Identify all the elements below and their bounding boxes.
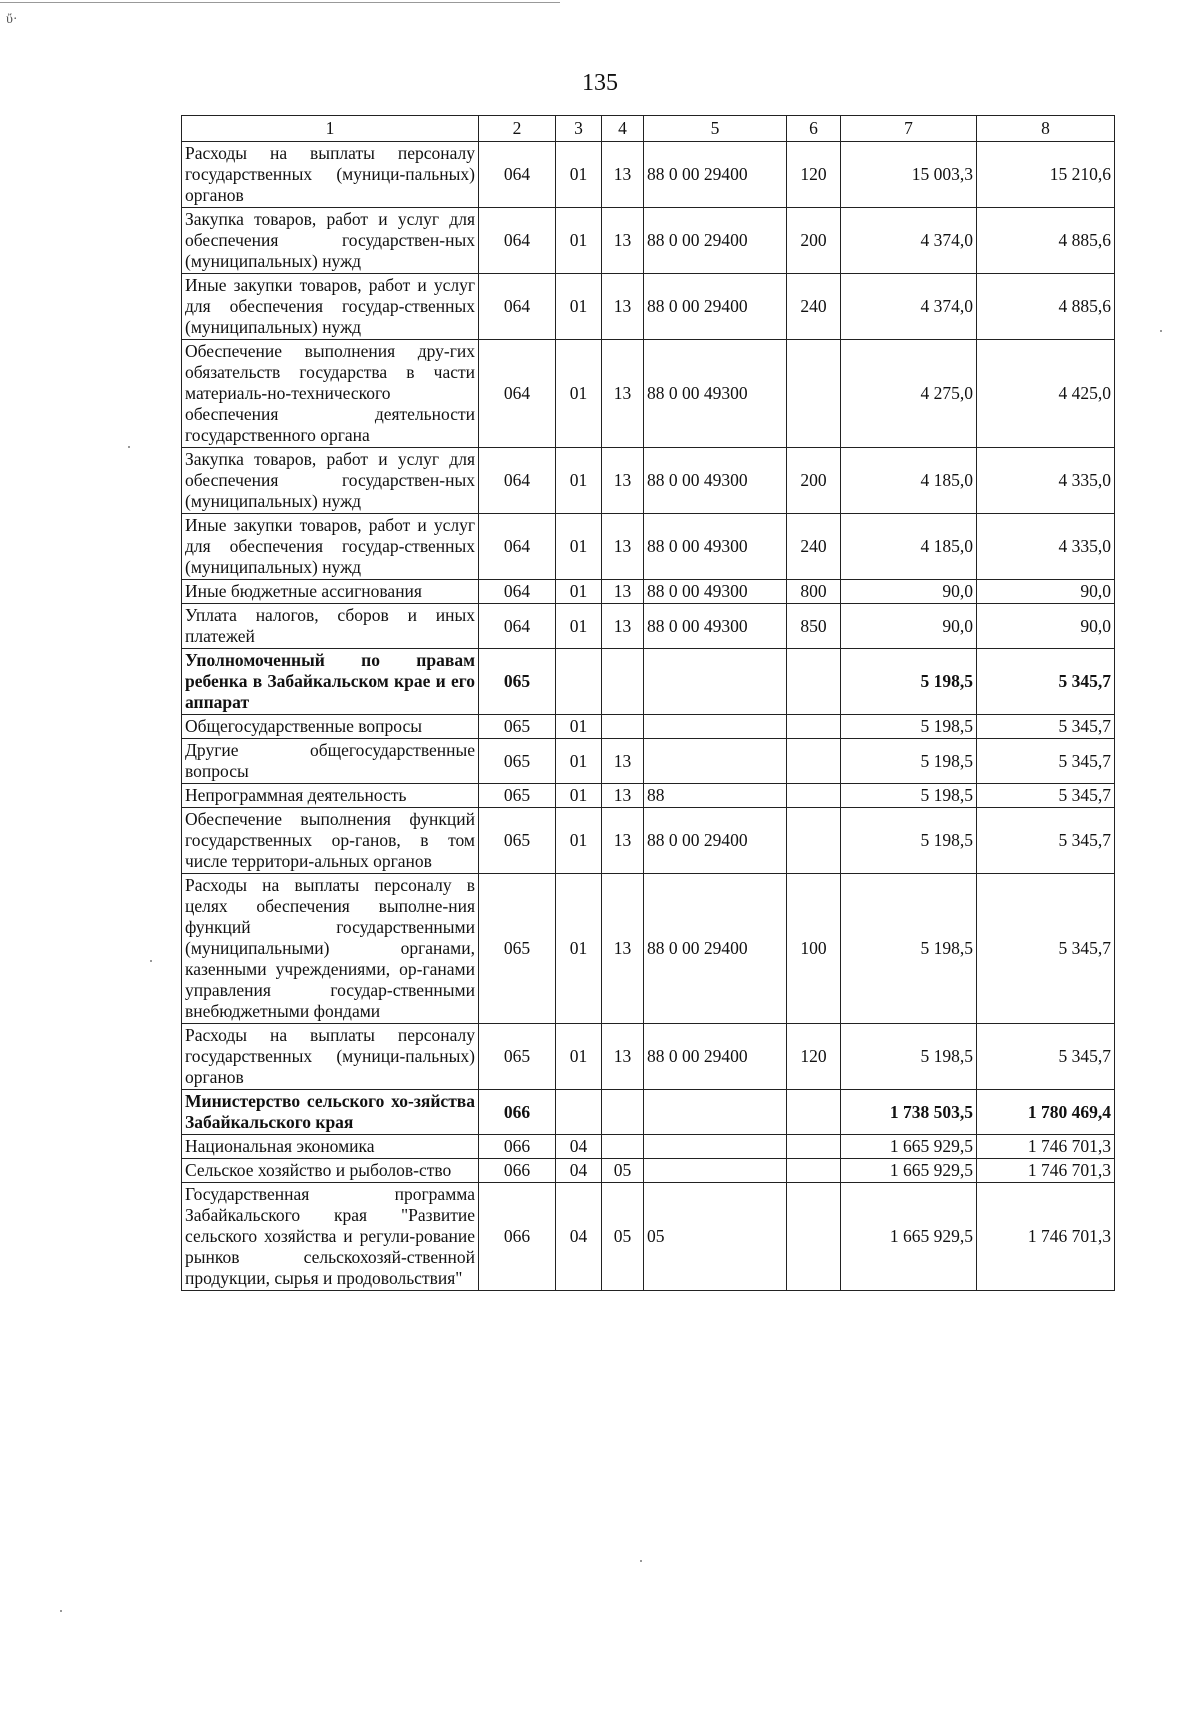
admin-code-cell: 065	[479, 1024, 556, 1090]
subsection-cell	[602, 1135, 644, 1159]
row-name-cell: Расходы на выплаты персоналу государственных (муници-пальных) органов	[182, 142, 479, 208]
amount-year2-cell: 1 746 701,3	[977, 1183, 1115, 1291]
expense-type-cell	[787, 715, 841, 739]
table-row	[182, 274, 1115, 340]
amount-year1-cell: 5 198,5	[841, 874, 977, 1024]
target-article-cell: 88 0 00 29400	[644, 208, 787, 274]
table-row	[182, 340, 1115, 448]
row-name-cell: Общегосударственные вопросы	[182, 715, 479, 739]
target-article-cell: 88 0 00 29400	[644, 1024, 787, 1090]
page-number: 135	[582, 70, 618, 96]
target-article-cell: 88 0 00 29400	[644, 274, 787, 340]
amount-year1-cell: 90,0	[841, 580, 977, 604]
expense-type-cell: 100	[787, 874, 841, 1024]
section-cell: 01	[556, 580, 602, 604]
row-name-cell: Уплата налогов, сборов и иных платежей	[182, 604, 479, 649]
admin-code-cell: 065	[479, 784, 556, 808]
row-name-cell: Иные бюджетные ассигнования	[182, 580, 479, 604]
table-row	[182, 874, 1115, 1024]
amount-year1-cell: 4 374,0	[841, 208, 977, 274]
admin-code-cell: 064	[479, 142, 556, 208]
row-name-cell: Национальная экономика	[182, 1135, 479, 1159]
section-cell: 01	[556, 208, 602, 274]
section-cell: 01	[556, 142, 602, 208]
amount-year2-cell: 90,0	[977, 604, 1115, 649]
budget-table	[181, 115, 1115, 1291]
admin-code-cell: 064	[479, 514, 556, 580]
section-cell: 04	[556, 1159, 602, 1183]
subsection-cell: 13	[602, 448, 644, 514]
header-cell-col-7: 7	[841, 116, 977, 142]
table-row	[182, 1159, 1115, 1183]
row-name-cell: Государственная программа Забайкальского края "Развитие сельского хозяйства и регули-рование рынков сельскохозяй-ственной продукции, сырья и продовольствия"	[182, 1183, 479, 1291]
row-name-cell: Уполномоченный по правам ребенка в Забайкальском крае и его аппарат	[182, 649, 479, 715]
scan-speck	[128, 446, 130, 448]
target-article-cell: 88 0 00 29400	[644, 142, 787, 208]
subsection-cell: 13	[602, 808, 644, 874]
admin-code-cell: 064	[479, 604, 556, 649]
row-name-cell: Расходы на выплаты персоналу в целях обеспечения выполне-ния функций государственными (муниципальными) органами, казенными учреждениями, ор-ганами управления государ-ственными внебюджетными фондами	[182, 874, 479, 1024]
amount-year2-cell: 4 885,6	[977, 208, 1115, 274]
admin-code-cell: 064	[479, 208, 556, 274]
section-cell: 01	[556, 1024, 602, 1090]
section-cell: 01	[556, 715, 602, 739]
expense-type-cell: 120	[787, 142, 841, 208]
table-header-row	[182, 116, 1115, 142]
header-cell-col-5: 5	[644, 116, 787, 142]
table-row	[182, 808, 1115, 874]
expense-type-cell: 200	[787, 448, 841, 514]
amount-year1-cell: 1 665 929,5	[841, 1135, 977, 1159]
amount-year1-cell: 5 198,5	[841, 649, 977, 715]
amount-year1-cell: 4 275,0	[841, 340, 977, 448]
amount-year2-cell: 5 345,7	[977, 784, 1115, 808]
section-cell: 01	[556, 340, 602, 448]
admin-code-cell: 064	[479, 274, 556, 340]
amount-year1-cell: 1 665 929,5	[841, 1159, 977, 1183]
expense-type-cell: 800	[787, 580, 841, 604]
expense-type-cell	[787, 1135, 841, 1159]
row-name-cell: Сельское хозяйство и рыболов-ство	[182, 1159, 479, 1183]
section-cell: 01	[556, 604, 602, 649]
expense-type-cell: 240	[787, 514, 841, 580]
amount-year2-cell: 4 335,0	[977, 514, 1115, 580]
amount-year2-cell: 5 345,7	[977, 874, 1115, 1024]
amount-year2-cell: 5 345,7	[977, 715, 1115, 739]
amount-year1-cell: 15 003,3	[841, 142, 977, 208]
target-article-cell	[644, 739, 787, 784]
scan-speck	[1160, 330, 1162, 332]
amount-year1-cell: 90,0	[841, 604, 977, 649]
amount-year2-cell: 1 746 701,3	[977, 1135, 1115, 1159]
amount-year2-cell: 4 425,0	[977, 340, 1115, 448]
target-article-cell: 88 0 00 49300	[644, 580, 787, 604]
expense-type-cell	[787, 1159, 841, 1183]
subsection-cell: 13	[602, 142, 644, 208]
row-name-cell: Расходы на выплаты персоналу государственных (муници-пальных) органов	[182, 1024, 479, 1090]
table-row	[182, 604, 1115, 649]
expense-type-cell: 850	[787, 604, 841, 649]
table-row	[182, 1024, 1115, 1090]
amount-year2-cell: 1 780 469,4	[977, 1090, 1115, 1135]
subsection-cell: 05	[602, 1159, 644, 1183]
row-name-cell: Обеспечение выполнения дру-гих обязательств государства в части материаль-но-технического обеспечения деятельности государственного органа	[182, 340, 479, 448]
row-name-cell: Обеспечение выполнения функций государственных ор-ганов, в том числе территори-альных органов	[182, 808, 479, 874]
amount-year2-cell: 1 746 701,3	[977, 1159, 1115, 1183]
row-name-cell: Закупка товаров, работ и услуг для обеспечения государствен-ных (муниципальных) нужд	[182, 208, 479, 274]
table-row	[182, 715, 1115, 739]
target-article-cell	[644, 1135, 787, 1159]
table-row	[182, 649, 1115, 715]
target-article-cell: 88 0 00 49300	[644, 448, 787, 514]
table-row	[182, 739, 1115, 784]
section-cell: 01	[556, 784, 602, 808]
admin-code-cell: 066	[479, 1183, 556, 1291]
subsection-cell	[602, 715, 644, 739]
amount-year2-cell: 90,0	[977, 580, 1115, 604]
table-row	[182, 142, 1115, 208]
section-cell: 01	[556, 874, 602, 1024]
amount-year1-cell: 4 185,0	[841, 448, 977, 514]
subsection-cell: 13	[602, 208, 644, 274]
section-cell: 04	[556, 1135, 602, 1159]
admin-code-cell: 065	[479, 715, 556, 739]
amount-year1-cell: 5 198,5	[841, 715, 977, 739]
section-cell: 04	[556, 1183, 602, 1291]
subsection-cell: 13	[602, 340, 644, 448]
expense-type-cell	[787, 784, 841, 808]
table-row	[182, 208, 1115, 274]
subsection-cell: 13	[602, 1024, 644, 1090]
table-row	[182, 514, 1115, 580]
expense-type-cell	[787, 1090, 841, 1135]
subsection-cell: 05	[602, 1183, 644, 1291]
target-article-cell	[644, 649, 787, 715]
header-cell-col-4: 4	[602, 116, 644, 142]
table-body	[182, 142, 1115, 1291]
subsection-cell: 13	[602, 604, 644, 649]
target-article-cell: 88 0 00 49300	[644, 514, 787, 580]
subsection-cell	[602, 649, 644, 715]
amount-year1-cell: 5 198,5	[841, 784, 977, 808]
subsection-cell: 13	[602, 874, 644, 1024]
row-name-cell: Другие общегосударственные вопросы	[182, 739, 479, 784]
amount-year1-cell: 1 738 503,5	[841, 1090, 977, 1135]
section-cell: 01	[556, 739, 602, 784]
admin-code-cell: 066	[479, 1090, 556, 1135]
header-cell-col-1: 1	[182, 116, 479, 142]
subsection-cell	[602, 1090, 644, 1135]
row-name-cell: Иные закупки товаров, работ и услуг для обеспечения государ-ственных (муниципальных) нужд	[182, 514, 479, 580]
row-name-cell: Иные закупки товаров, работ и услуг для обеспечения государ-ственных (муниципальных) нужд	[182, 274, 479, 340]
expense-type-cell: 120	[787, 1024, 841, 1090]
table-row	[182, 580, 1115, 604]
table-row	[182, 1135, 1115, 1159]
expense-type-cell	[787, 340, 841, 448]
admin-code-cell: 065	[479, 808, 556, 874]
amount-year2-cell: 5 345,7	[977, 649, 1115, 715]
admin-code-cell: 064	[479, 448, 556, 514]
table-row	[182, 784, 1115, 808]
admin-code-cell: 065	[479, 649, 556, 715]
section-cell	[556, 649, 602, 715]
amount-year1-cell: 4 374,0	[841, 274, 977, 340]
subsection-cell: 13	[602, 739, 644, 784]
subsection-cell: 13	[602, 784, 644, 808]
table-row	[182, 448, 1115, 514]
admin-code-cell: 066	[479, 1159, 556, 1183]
section-cell: 01	[556, 808, 602, 874]
header-cell-col-8: 8	[977, 116, 1115, 142]
amount-year2-cell: 5 345,7	[977, 1024, 1115, 1090]
scan-top-rule	[0, 2, 560, 3]
table-row	[182, 1183, 1115, 1291]
target-article-cell	[644, 1159, 787, 1183]
admin-code-cell: 064	[479, 340, 556, 448]
amount-year1-cell: 1 665 929,5	[841, 1183, 977, 1291]
amount-year1-cell: 5 198,5	[841, 808, 977, 874]
target-article-cell: 88 0 00 29400	[644, 874, 787, 1024]
amount-year1-cell: 5 198,5	[841, 739, 977, 784]
subsection-cell: 13	[602, 514, 644, 580]
amount-year1-cell: 4 185,0	[841, 514, 977, 580]
admin-code-cell: 065	[479, 874, 556, 1024]
row-name-cell: Закупка товаров, работ и услуг для обеспечения государствен-ных (муниципальных) нужд	[182, 448, 479, 514]
subsection-cell: 13	[602, 274, 644, 340]
subsection-cell: 13	[602, 580, 644, 604]
expense-type-cell	[787, 1183, 841, 1291]
header-cell-col-6: 6	[787, 116, 841, 142]
scan-speck	[150, 960, 152, 962]
admin-code-cell: 065	[479, 739, 556, 784]
header-cell-col-2: 2	[479, 116, 556, 142]
amount-year2-cell: 5 345,7	[977, 808, 1115, 874]
amount-year2-cell: 15 210,6	[977, 142, 1115, 208]
row-name-cell: Министерство сельского хо-зяйства Забайкальского края	[182, 1090, 479, 1135]
admin-code-cell: 064	[479, 580, 556, 604]
amount-year2-cell: 5 345,7	[977, 739, 1115, 784]
target-article-cell	[644, 715, 787, 739]
target-article-cell: 88 0 00 29400	[644, 808, 787, 874]
scan-speck	[640, 1560, 642, 1562]
target-article-cell	[644, 1090, 787, 1135]
target-article-cell: 88	[644, 784, 787, 808]
table-row	[182, 1090, 1115, 1135]
scan-mark: ὔ·	[6, 12, 18, 27]
section-cell: 01	[556, 448, 602, 514]
expense-type-cell: 240	[787, 274, 841, 340]
header-cell-col-3: 3	[556, 116, 602, 142]
amount-year2-cell: 4 335,0	[977, 448, 1115, 514]
amount-year2-cell: 4 885,6	[977, 274, 1115, 340]
target-article-cell: 05	[644, 1183, 787, 1291]
section-cell: 01	[556, 274, 602, 340]
target-article-cell: 88 0 00 49300	[644, 604, 787, 649]
amount-year1-cell: 5 198,5	[841, 1024, 977, 1090]
expense-type-cell	[787, 739, 841, 784]
expense-type-cell: 200	[787, 208, 841, 274]
scan-speck	[60, 1610, 62, 1612]
row-name-cell: Непрограммная деятельность	[182, 784, 479, 808]
section-cell	[556, 1090, 602, 1135]
expense-type-cell	[787, 808, 841, 874]
target-article-cell: 88 0 00 49300	[644, 340, 787, 448]
admin-code-cell: 066	[479, 1135, 556, 1159]
section-cell: 01	[556, 514, 602, 580]
expense-type-cell	[787, 649, 841, 715]
